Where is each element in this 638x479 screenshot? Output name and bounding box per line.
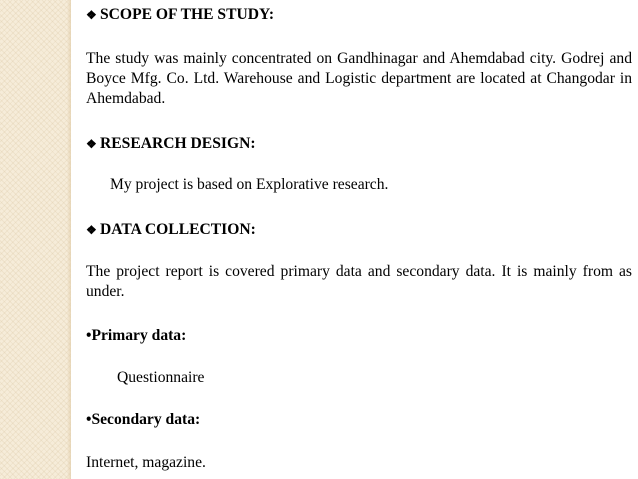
secondary-data-heading: •Secondary data: [86,411,201,428]
data-collection-paragraph: The project report is covered primary data and secondary data. It is mainly from as under. [86,263,632,300]
scope-paragraph: The study was mainly concentrated on Gandhinagar and Ahemdabad city. Godrej and Boyce Mfg. Co. Ltd. Warehouse and Logistic department are located at Changodar in Ahemdabad. [86,50,632,107]
research-design-heading-text: RESEARCH DESIGN: [100,135,256,152]
decorative-side-band [0,0,71,479]
diamond-bullet-icon: ❖ [86,223,97,237]
secondary-data-text: Internet, magazine. [86,454,206,471]
research-design-heading [86,135,256,153]
primary-data-heading: •Primary data: [86,327,187,344]
research-design-text: My project is based on Explorative research. [110,176,389,193]
primary-data-text: Questionnaire [117,369,205,386]
data-collection-heading [86,221,256,239]
diamond-bullet-icon: ❖ [86,137,97,151]
scope-heading-text: SCOPE OF THE STUDY: [100,6,275,23]
diamond-bullet-icon: ❖ [86,8,97,22]
data-collection-heading-text: DATA COLLECTION: [100,221,256,238]
scope-heading [86,6,274,24]
